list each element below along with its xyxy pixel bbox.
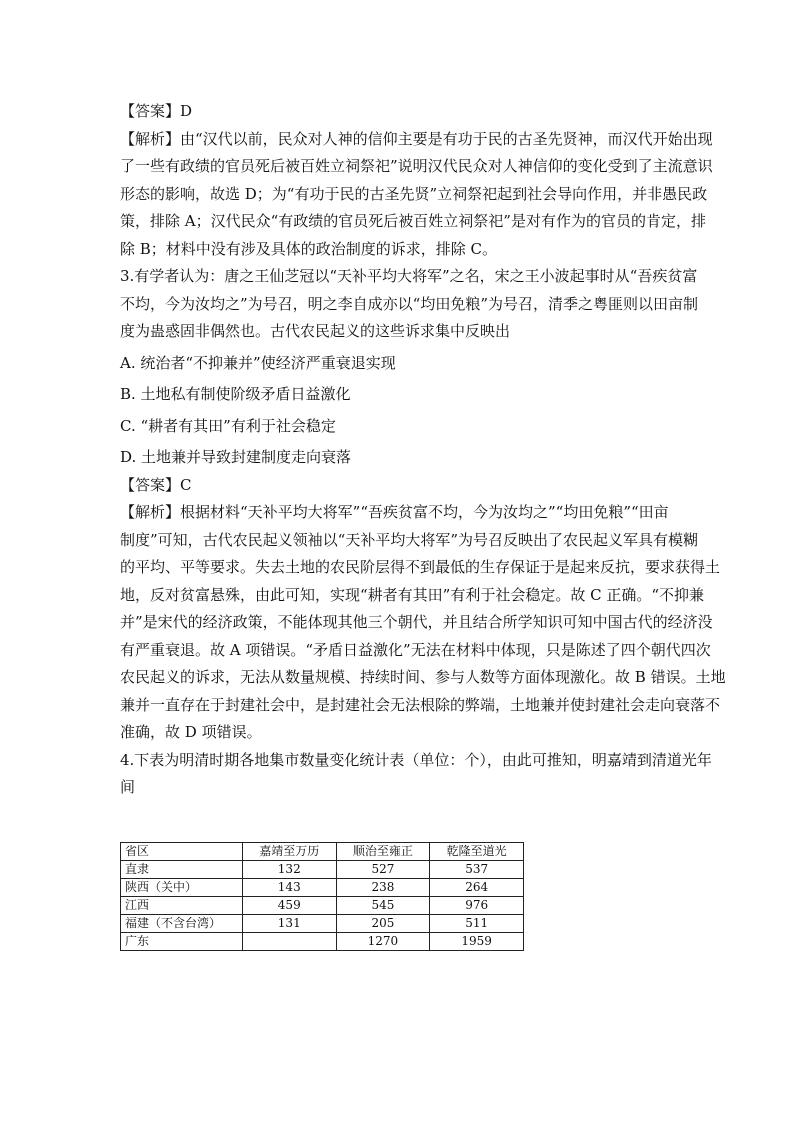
table-header-row <box>121 842 524 860</box>
table-row <box>121 932 524 950</box>
analysis-line: 了一些有政绩的官员死后被百姓立祠祭祀”说明汉代民众对人神信仰的变化受到了主流意识 <box>120 157 713 175</box>
table-header-cell: 乾隆至道光 <box>430 842 524 860</box>
analysis-line: 除 B；材料中没有涉及具体的政治制度的诉求，排除 C。 <box>120 239 498 258</box>
table-header-cell: 嘉靖至万历 <box>242 842 336 860</box>
table-cell: 143 <box>242 878 336 896</box>
document-page <box>120 98 726 951</box>
table-cell: 238 <box>336 878 430 896</box>
table-cell: 205 <box>336 914 430 932</box>
table-cell: 广东 <box>121 932 243 950</box>
table-cell: 直隶 <box>121 860 243 878</box>
table-cell: 527 <box>336 860 430 878</box>
option-c: C. “耕者有其田”有利于社会稳定 <box>120 416 336 435</box>
option-d: D. 土地兼并导致封建制度走向衰落 <box>120 448 352 466</box>
question-4-stem: 4.下表为明清时期各地集市数量变化统计表（单位：个），由此可推知，明嘉靖到清道光年 <box>120 750 712 769</box>
answer-line-q3: 【答案】C <box>120 475 192 494</box>
option-b: B. 土地私有制使阶级矛盾日益激化 <box>120 385 351 403</box>
table-cell: 1270 <box>336 932 430 950</box>
analysis-line: 农民起义的诉求，无法从数量规模、持续时间、参与人数等方面体现激化。故 B 错误。土地 <box>120 668 726 686</box>
table-cell: 福建（不含台湾） <box>121 914 243 932</box>
table-cell: 131 <box>242 914 336 932</box>
table-cell <box>242 932 336 950</box>
table-cell: 459 <box>242 896 336 914</box>
question-3-stem: 3.有学者认为：唐之王仙芝冠以“天补平均大将军”之名，宋之王小波起事时从“吾疾贫富 <box>120 267 698 285</box>
analysis-line: 准确，故 D 项错误。 <box>120 723 262 741</box>
table-row <box>121 914 524 932</box>
analysis-line: 制度”可知，古代农民起义领袖以“天补平均大将军”为号召反映出了农民起义军具有模糊 <box>120 530 699 549</box>
analysis-line: 并”是宋代的经济政策，不能体现其他三个朝代，并且结合所学知识可知中国古代的经济没 <box>120 613 713 631</box>
table-cell: 1959 <box>430 932 524 950</box>
question-3-stem: 不均，今为汝均之”为号召，明之李自成亦以“均田免粮”为号召，清季之粤匪则以田亩制 <box>120 294 699 313</box>
table-cell: 545 <box>336 896 430 914</box>
question-3-stem: 度为蛊惑固非偶然也。古代农民起义的这些诉求集中反映出 <box>120 322 511 340</box>
table-cell: 264 <box>430 878 524 896</box>
analysis-line: 地，反对贫富悬殊，由此可知，实现“耕者有其田”有利于社会稳定。故 C 正确。“不抑兼 <box>120 585 705 604</box>
analysis-line: 【解析】根据材料“天补平均大将军”“吾疾贫富不均，今为汝均之”“均田免粮”“田亩 <box>120 503 669 521</box>
analysis-line: 【解析】由“汉代以前，民众对人神的信仰主要是有功于民的古圣先贤神，而汉代开始出现 <box>120 129 713 148</box>
analysis-line: 策，排除 A；汉代民众“有政绩的官员死后被百姓立祠祭祀”是对有作为的官员的肯定，排 <box>120 212 706 230</box>
table-cell: 511 <box>430 914 524 932</box>
table-header-cell: 顺治至雍正 <box>336 842 430 860</box>
table-cell: 江西 <box>121 896 243 914</box>
table-cell: 976 <box>430 896 524 914</box>
answer-line-q2: 【答案】D <box>120 102 193 120</box>
market-count-table <box>120 842 524 951</box>
table-cell: 537 <box>430 860 524 878</box>
analysis-line: 兼并一直存在于封建社会中，是封建社会无法根除的弊端，土地兼并使封建社会走向衰落不 <box>120 695 721 714</box>
table-cell: 132 <box>242 860 336 878</box>
table-cell: 陕西（关中） <box>121 878 243 896</box>
table-row <box>121 860 524 878</box>
analysis-line: 的平均、平等要求。失去土地的农民阶层得不到最低的生存保证于是起来反抗，要求获得土 <box>120 558 721 576</box>
table-row <box>121 878 524 896</box>
table-row <box>121 896 524 914</box>
question-4-stem: 间 <box>120 778 136 796</box>
table-header-cell: 省区 <box>121 842 243 860</box>
analysis-line: 有严重衰退。故 A 项错误。“矛盾日益激化”无法在材料中体现，只是陈述了四个朝代四次 <box>120 640 711 659</box>
analysis-line: 形态的影响，故选 D；为“有功于民的古圣先贤”立祠祭祀起到社会导向作用，并非愚民政 <box>120 184 708 203</box>
option-a: A. 统治者“不抑兼并”使经济严重衰退实现 <box>120 353 396 372</box>
